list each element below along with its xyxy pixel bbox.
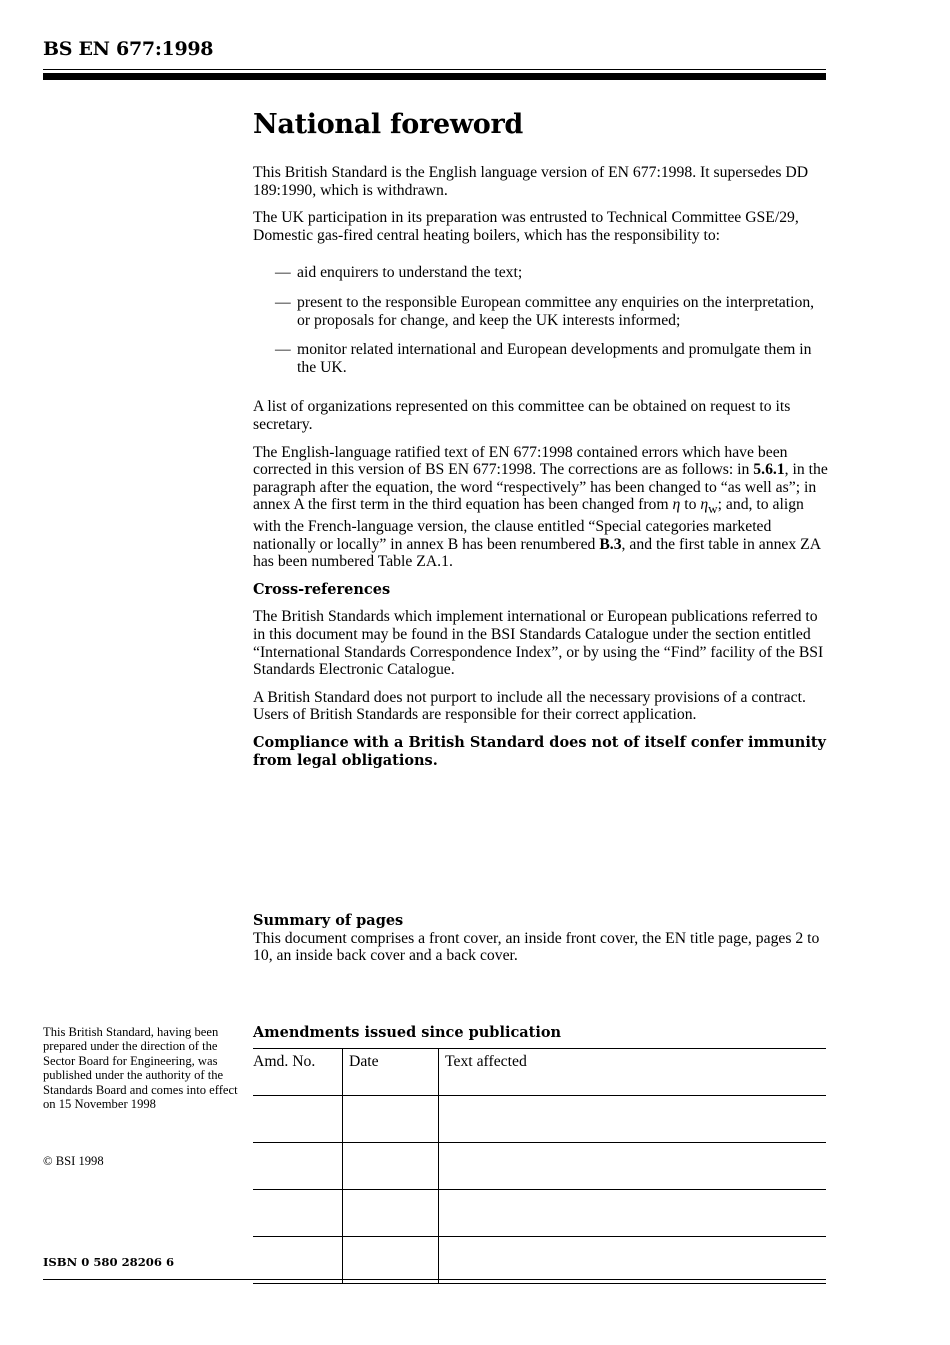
list-item-text: aid enquirers to understand the text; <box>297 264 523 282</box>
table-row <box>253 1237 826 1284</box>
table-header-row <box>253 1049 826 1096</box>
table-row <box>253 1096 826 1143</box>
list-item-text: present to the responsible European committee any enquiries on the interpretation, or proposals for change, and keep the UK interests informed; <box>297 293 815 329</box>
column-header-text-affected: Text affected <box>439 1049 827 1096</box>
column-header-date: Date <box>343 1049 439 1096</box>
summary-text: This document comprises a front cover, an inside front cover, the EN title page, pages 2 to 10, an inside back cover and a back cover. <box>253 929 820 965</box>
eta-symbol: η <box>672 496 681 514</box>
column-header-amd-no: Amd. No. <box>253 1049 343 1096</box>
table-cell <box>343 1143 439 1190</box>
table-cell <box>253 1096 343 1143</box>
dash-bullet: — <box>275 293 291 311</box>
responsibility-list <box>253 264 828 376</box>
table-cell <box>253 1190 343 1237</box>
list-item <box>253 264 828 282</box>
document-code: BS EN 677:1998 <box>43 38 214 60</box>
header-rule-thin <box>43 69 826 70</box>
dash-bullet: — <box>275 341 291 359</box>
main-content <box>253 108 828 779</box>
corrections-paragraph: The English-language ratified text of EN 677:1998 contained errors which have been corrected in this version of BS EN 677:1998. The corrections are as follows: in 5.6.1, in the paragraph after the equation, the word “respectively” has been changed to “as well as”; in annex A the first term in the third equation has been changed from η to $\eta_w$; and, to align with the French-language version, the clause entitled “Special categories marketed nationally or locally” in annex B has been renumbered B.3, and the first table in annex ZA has been numbered Table ZA.1. <box>253 443 828 571</box>
compliance-statement: Compliance with a British Standard does not of itself confer immunity from legal obligations. <box>253 733 826 769</box>
table-cell <box>343 1096 439 1143</box>
table-cell <box>253 1143 343 1190</box>
amendments-table <box>253 1048 826 1284</box>
table-cell <box>439 1237 827 1284</box>
provisions-paragraph: A British Standard does not purport to include all the necessary provisions of a contract. Users of British Standards are responsible for their correct application. <box>253 688 806 724</box>
clause-ref-5-6-1: 5.6.1 <box>753 461 785 479</box>
publication-note: This British Standard, having been prepared under the direction of the Sector Board for Engineering, was published under the authority of the Standards Board and comes into effect on 15 November 1998 <box>43 1025 238 1112</box>
list-item <box>253 341 828 376</box>
list-item <box>253 294 828 329</box>
cross-references-heading: Cross-references <box>253 580 391 598</box>
copyright-notice: © BSI 1998 <box>43 1154 104 1168</box>
table-cell <box>439 1190 827 1237</box>
table-cell <box>253 1237 343 1284</box>
table-cell <box>343 1190 439 1237</box>
intro-paragraph-2: The UK participation in its preparation was entrusted to Technical Committee GSE/29, Domestic gas-fired central heating boilers, which has the responsibility to: <box>253 209 799 244</box>
table-cell <box>439 1143 827 1190</box>
subscript-w: w <box>708 501 718 517</box>
table-cell <box>343 1237 439 1284</box>
summary-heading: Summary of pages <box>253 912 404 929</box>
table-cell <box>439 1096 827 1143</box>
isbn: ISBN 0 580 28206 6 <box>43 1255 175 1269</box>
list-item-text: monitor related international and European developments and promulgate them in the UK. <box>297 341 812 376</box>
footer-rule <box>43 1279 826 1280</box>
header-rule-thick <box>43 73 826 80</box>
table-row <box>253 1143 826 1190</box>
page-title: National foreword <box>253 109 523 140</box>
amendments-title: Amendments issued since publication <box>253 1024 562 1041</box>
dash-bullet: — <box>275 264 291 282</box>
summary-section <box>253 912 828 965</box>
clause-ref-b-3: B.3 <box>599 535 622 553</box>
intro-paragraph-1: This British Standard is the English language version of EN 677:1998. It supersedes DD 189:1990, which is withdrawn. <box>253 164 809 199</box>
organizations-paragraph: A list of organizations represented on this committee can be obtained on request to its secretary. <box>253 398 791 433</box>
cross-references-paragraph: The British Standards which implement international or European publications referred to in this document may be found in the BSI Standards Catalogue under the section entitled “International Standards Correspondence Index”, or by using the “Find” facility of the BSI Standards Electronic Catalogue. <box>253 608 824 679</box>
table-row <box>253 1190 826 1237</box>
eta-w-symbol: η <box>700 496 709 514</box>
